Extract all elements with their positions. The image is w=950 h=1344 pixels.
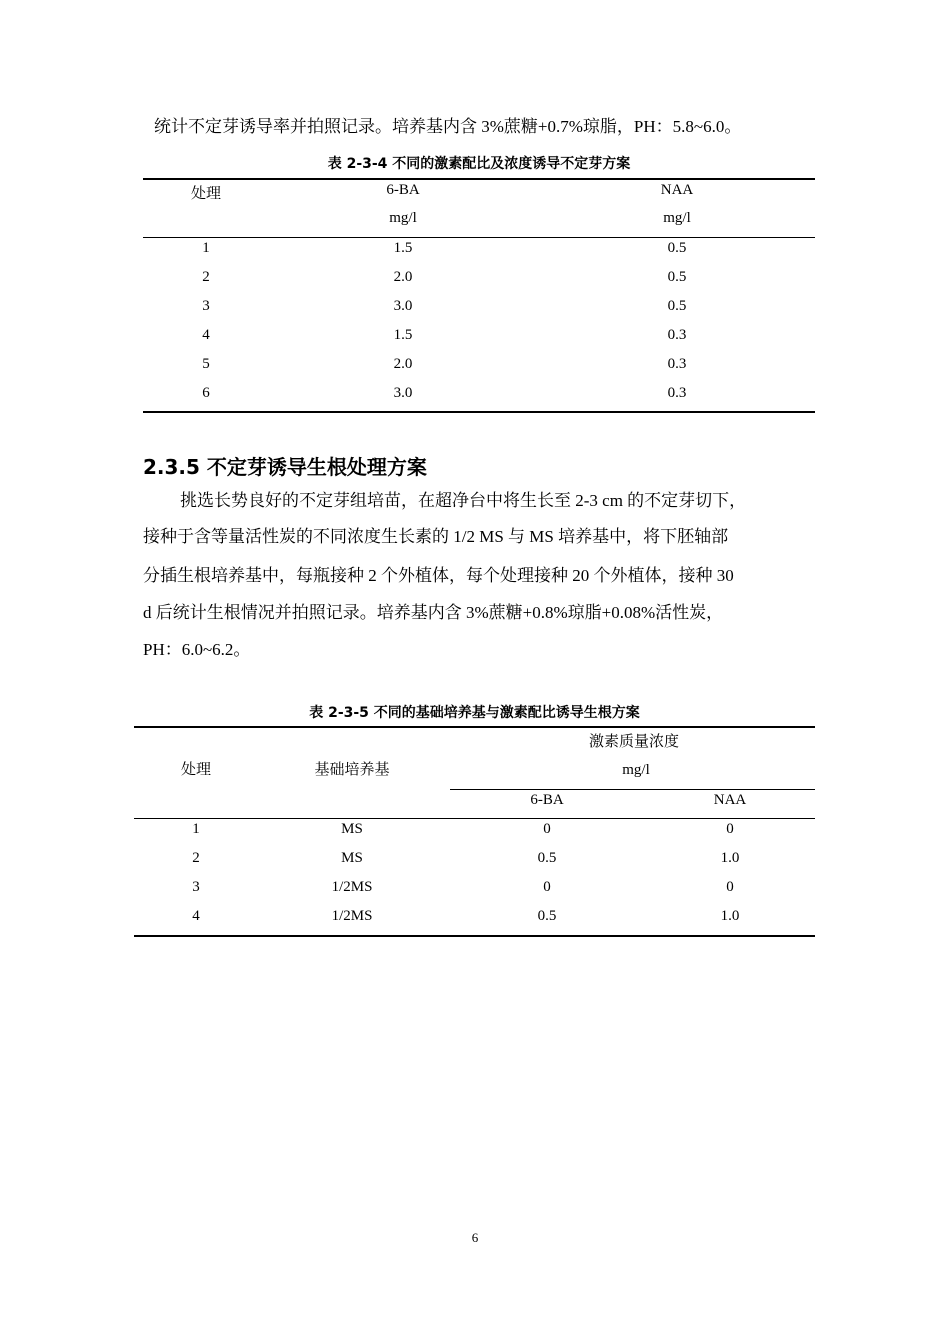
- table1-cell: 2.0: [393, 356, 413, 372]
- section-line: 分插生根培养基中，每瓶接种 2 个外植体，每个处理接种 20 个外植体，接种 30: [143, 566, 734, 585]
- table1-cell: 2.0: [393, 269, 413, 285]
- table2-top-rule: [134, 726, 815, 728]
- table1-cell: 2: [202, 269, 210, 285]
- table2-header-6ba: 6-BA: [530, 792, 564, 808]
- table1-cell: 1.5: [393, 240, 413, 256]
- table2-cell: 1/2MS: [331, 908, 373, 924]
- table1-cell: 4: [202, 327, 210, 343]
- table1-cell: 0.3: [667, 385, 687, 401]
- table1-bottom-rule: [143, 411, 815, 413]
- table2-cell: 1/2MS: [331, 879, 373, 895]
- table2-cell: 1.0: [720, 908, 740, 924]
- table1-cell: 6: [202, 385, 210, 401]
- table2-header-group: 激素质量浓度: [588, 734, 680, 750]
- table1-header-rule: [143, 237, 815, 238]
- table1-cell: 3.0: [393, 385, 413, 401]
- table2-bottom-rule: [134, 935, 815, 937]
- table2-cell: 0: [726, 821, 734, 837]
- table1-header-6ba-unit: mg/l: [389, 210, 417, 226]
- page-number: 6: [471, 1230, 479, 1245]
- table1-cell: 0.5: [667, 240, 687, 256]
- table1-header-treatment: 处理: [190, 186, 222, 202]
- table1-cell: 0.5: [667, 269, 687, 285]
- table2-cell: 0: [726, 879, 734, 895]
- table1-cell: 5: [202, 356, 210, 372]
- section-heading: 2.3.5 不定芽诱导生根处理方案: [143, 455, 427, 479]
- section-line: PH：6.0~6.2。: [143, 640, 251, 659]
- table2-cell: 2: [192, 850, 200, 866]
- table2-cell: MS: [341, 821, 363, 837]
- table1-caption: 表 2-3-4 不同的激素配比及浓度诱导不定芽方案: [327, 156, 631, 172]
- section-line: 挑选长势良好的不定芽组培苗，在超净台中将生长至 2-3 cm 的不定芽切下，: [180, 491, 747, 510]
- table1-top-rule: [143, 178, 815, 180]
- table2-caption: 表 2-3-5 不同的基础培养基与激素配比诱导生根方案: [309, 705, 640, 721]
- table1-header-6ba: 6-BA: [386, 182, 420, 198]
- table2-header-rule: [134, 818, 815, 819]
- table1-header-naa-unit: mg/l: [663, 210, 691, 226]
- table1-cell: 0.3: [667, 356, 687, 372]
- table2-subheader-rule: [450, 789, 815, 790]
- table1-cell: 1.5: [393, 327, 413, 343]
- table2-cell: 1: [192, 821, 200, 837]
- table2-cell: 0.5: [537, 850, 557, 866]
- intro-line: 统计不定芽诱导率并拍照记录。培养基内含 3%蔗糖+0.7%琼脂，PH：5.8~6.0。: [154, 117, 742, 136]
- table1-cell: 3.0: [393, 298, 413, 314]
- table2-cell: 1.0: [720, 850, 740, 866]
- table1-header-naa: NAA: [660, 182, 694, 198]
- table2-cell: MS: [341, 850, 363, 866]
- table2-cell: 0.5: [537, 908, 557, 924]
- table2-header-medium: 基础培养基: [314, 762, 390, 778]
- table2-cell: 0: [543, 821, 551, 837]
- table2-cell: 0: [543, 879, 551, 895]
- section-line: 接种于含等量活性炭的不同浓度生长素的 1/2 MS 与 MS 培养基中，将下胚轴部: [143, 527, 729, 546]
- table1-cell: 0.5: [667, 298, 687, 314]
- table2-cell: 4: [192, 908, 200, 924]
- table1-cell: 1: [202, 240, 210, 256]
- table1-cell: 0.3: [667, 327, 687, 343]
- table1-cell: 3: [202, 298, 210, 314]
- table2-header-naa: NAA: [713, 792, 747, 808]
- table2-header-group-unit: mg/l: [622, 762, 650, 778]
- table2-cell: 3: [192, 879, 200, 895]
- table2-header-treatment: 处理: [180, 762, 212, 778]
- section-line: d 后统计生根情况并拍照记录。培养基内含 3%蔗糖+0.8%琼脂+0.08%活性炭，: [143, 603, 724, 622]
